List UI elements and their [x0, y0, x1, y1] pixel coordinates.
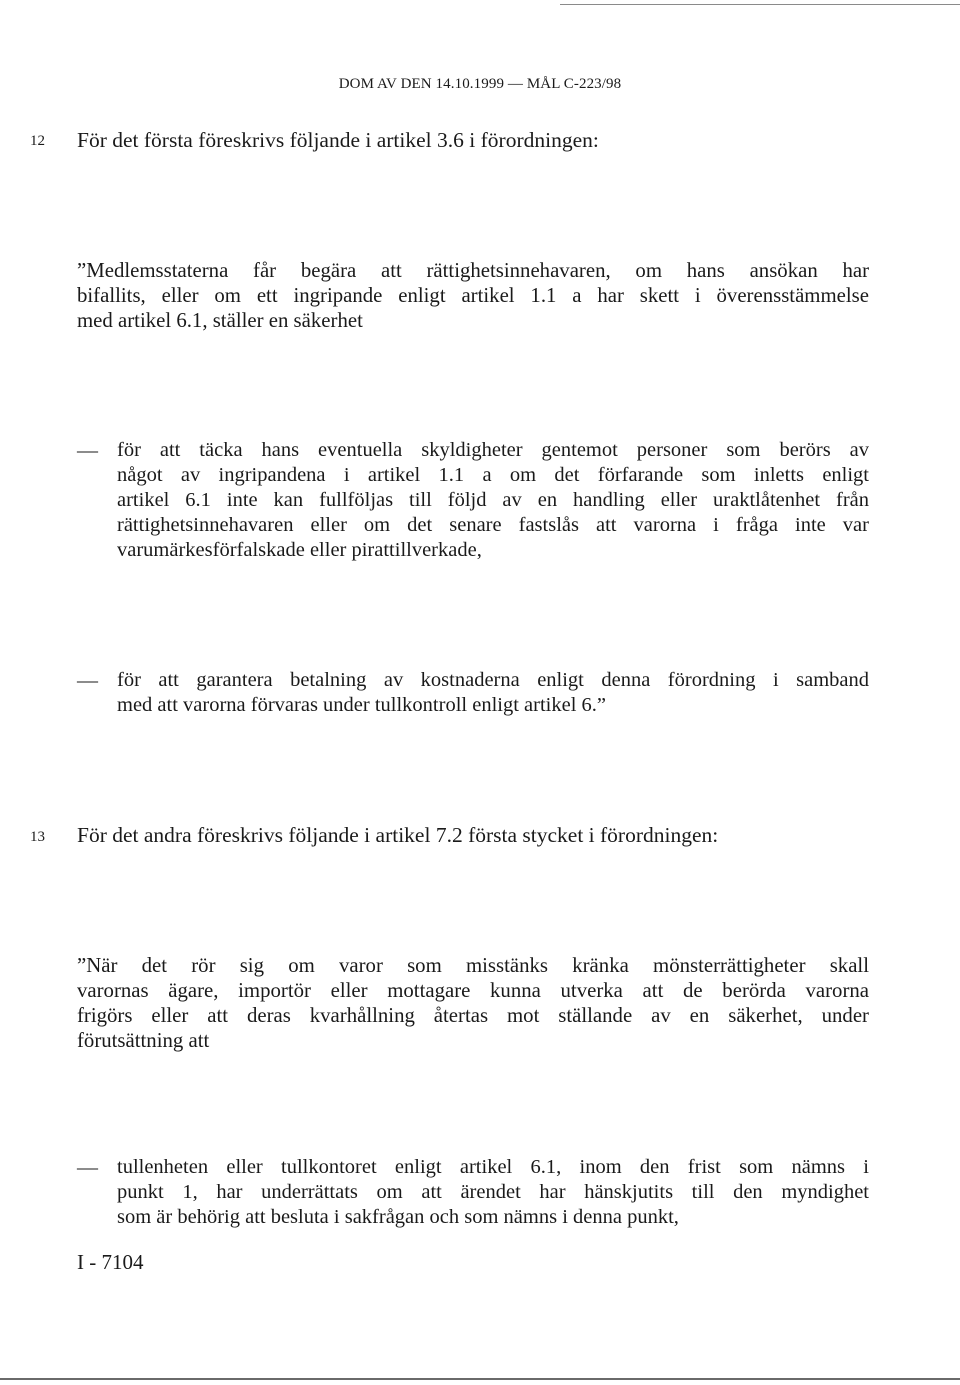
quotation-block — [77, 953, 869, 1053]
item-line: punkt 1, har underrättats om att ärendet har hänskjutits till den myndighet — [117, 1181, 869, 1203]
paragraph-intro: För det andra föreskrivs följande i artikel 7.2 första stycket i förordningen: — [77, 823, 719, 847]
paragraph-number: 13 — [30, 829, 45, 845]
item-line: något av ingripandena i artikel 1.1 a om det förfarande som inletts enligt — [117, 464, 869, 486]
quote-line: förutsättning att — [77, 1029, 210, 1052]
item-line: för att täcka hans eventuella skyldigheter gentemot personer som berörs av — [117, 439, 869, 461]
list-item-text — [117, 668, 869, 718]
quote-line: ”När det rör sig om varor som misstänks kränka mönsterrättigheter skall — [77, 954, 869, 977]
list-item-text — [117, 438, 869, 563]
paragraph-number: 12 — [30, 133, 45, 149]
item-line: som är behörig att besluta i sakfrågan och som nämns i denna punkt, — [117, 1206, 679, 1228]
quote-line: varornas ägare, importör eller mottagare kunna utverka att de berörda varorna — [77, 979, 869, 1002]
item-line: med att varorna förvaras under tullkontroll enligt artikel 6.” — [117, 694, 606, 716]
quotation-block — [77, 258, 869, 333]
list-item-text — [117, 1155, 869, 1230]
item-line: för att garantera betalning av kostnaderna enligt denna förordning i samband — [117, 669, 869, 691]
bottom-edge-rule — [0, 1378, 960, 1380]
quote-line: med artikel 6.1, ställer en säkerhet — [77, 309, 363, 332]
item-line: tullenheten eller tullkontoret enligt artikel 6.1, inom den frist som nämns i — [117, 1156, 869, 1178]
running-head: DOM AV DEN 14.10.1999 — MÅL C-223/98 — [338, 76, 622, 92]
top-edge-rule — [560, 4, 960, 5]
item-line: varumärkesförfalskade eller pirattillverkade, — [117, 539, 482, 561]
quote-line: ”Medlemsstaterna får begära att rättighetsinnehavaren, om hans ansökan har — [77, 259, 869, 282]
em-dash: — — [77, 1155, 98, 1179]
paragraph-intro: För det första föreskrivs följande i artikel 3.6 i förordningen: — [77, 128, 599, 152]
em-dash: — — [77, 668, 98, 692]
em-dash: — — [77, 438, 98, 462]
quote-line: frigörs eller att deras kvarhållning återtas mot ställande av en säkerhet, under — [77, 1004, 869, 1027]
item-line: rättighetsinnehavaren eller om det senare fastslås att varorna i fråga inte var — [117, 514, 869, 536]
page-number: I - 7104 — [77, 1250, 144, 1274]
item-line: artikel 6.1 inte kan fullföljas till följd av en handling eller uraktlåtenhet från — [117, 489, 869, 511]
quote-line: bifallits, eller om ett ingripande enligt artikel 1.1 a har skett i överensstämmelse — [77, 284, 869, 307]
